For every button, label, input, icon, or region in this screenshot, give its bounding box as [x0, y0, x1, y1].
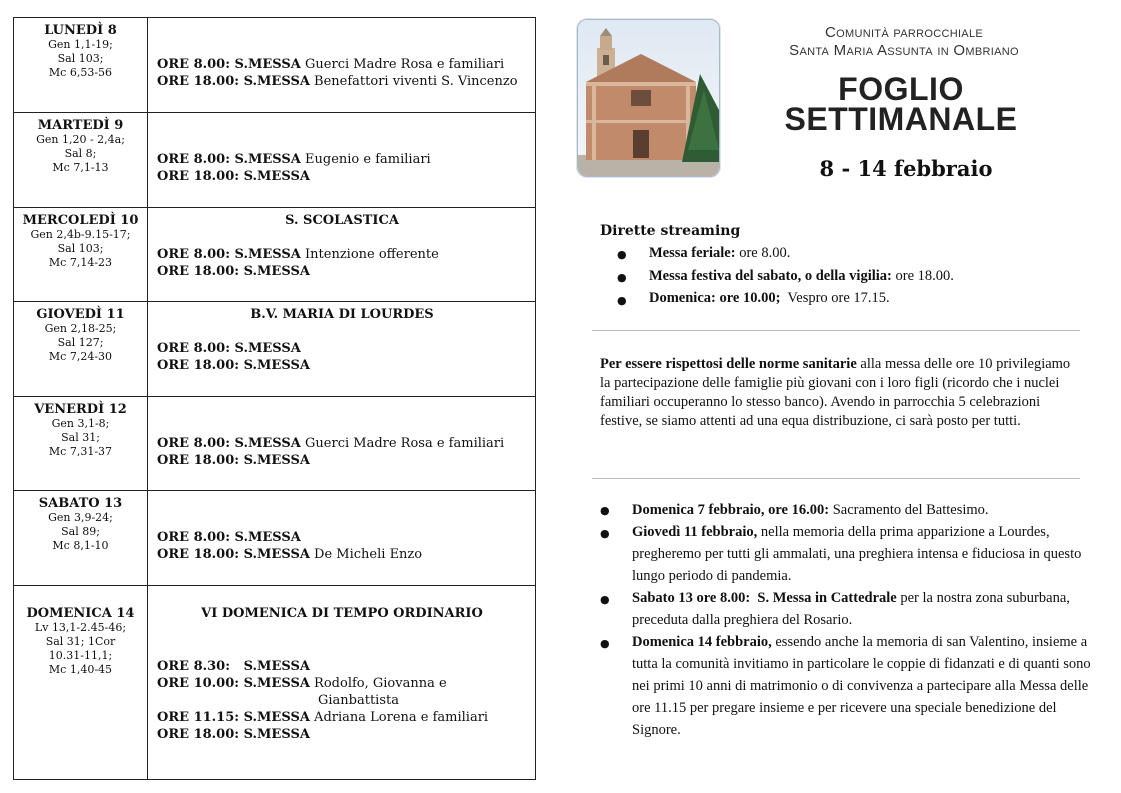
reading: Sal 103;: [57, 242, 104, 255]
parish-name-line1: Comunità parrocchiale: [825, 24, 983, 41]
date-range: 8 - 14 febbraio: [819, 156, 993, 181]
mass-line: ORE 8.00: S.MESSA Intenzione offerente: [157, 247, 439, 262]
news-item: Giovedì 11 febbraio, nella memoria della prima apparizione a Lourdes, pregheremo per tutti gli ammalati, una preghiera intensa e fiduciosa in questo lungo periodo di pandemia.: [632, 524, 1082, 584]
reading: Mc 8,1-10: [52, 539, 109, 552]
schedule-row-venerdi: [14, 396, 535, 490]
reading: Lv 13,1-2.45-46;: [34, 621, 127, 634]
schedule-row-giovedi: [14, 301, 535, 396]
mass-line: ORE 18.00: S.MESSA De Micheli Enzo: [157, 547, 423, 562]
reading: Mc 7,14-23: [48, 256, 113, 269]
mass-cell: [149, 113, 535, 207]
church-illustration: [578, 20, 719, 176]
day-cell: [14, 586, 148, 779]
reading: Gen 1,20 - 2,4a;: [36, 133, 125, 146]
day-name: VENERDÌ 12: [34, 402, 127, 417]
reading: Gen 1,1-19;: [48, 38, 113, 51]
mass-line: ORE 18.00: S.MESSA: [157, 453, 310, 468]
mass-line: ORE 8.00: S.MESSA: [157, 341, 301, 356]
mass-line: Gianbattista: [318, 693, 399, 708]
reading: Mc 1,40-45: [48, 663, 113, 676]
parish-name-line2: Santa Maria Assunta in Ombriano: [789, 42, 1019, 59]
schedule-row-martedi: [14, 112, 535, 207]
mass-cell: [149, 397, 535, 490]
reading: Gen 3,1-8;: [51, 417, 110, 430]
divider: [592, 330, 1080, 331]
day-name: DOMENICA 14: [26, 606, 135, 621]
divider: [592, 478, 1080, 479]
day-cell: [14, 302, 148, 396]
news-item: Domenica 14 febbraio, essendo anche la memoria di san Valentino, insieme a tutta la comunità invitiamo in particolare le coppie di fidanzati e di quanti sono nei primi 10 anni di matrimonio o di convivenza a partecipare alla Messa delle ore 11.15 per pregare insieme e per ricevere una speciale benedizione del Signore.: [632, 634, 1091, 738]
mass-line: ORE 8.00: S.MESSA: [157, 530, 301, 545]
mass-line: ORE 8.00: S.MESSA Eugenio e familiari: [157, 152, 431, 167]
schedule-row-mercoledi: [14, 207, 535, 301]
bullet-icon: ●: [600, 637, 610, 650]
reading: Sal 8;: [64, 147, 97, 160]
mass-line: ORE 18.00: S.MESSA Benefattori viventi S. Vincenzo: [157, 74, 518, 89]
schedule-row-lunedi: [14, 18, 535, 112]
day-cell: [14, 18, 148, 112]
day-cell: [14, 397, 148, 490]
day-cell: [14, 491, 148, 585]
mass-line: ORE 8.00: S.MESSA Guerci Madre Rosa e familiari: [157, 57, 505, 72]
schedule-row-domenica: [14, 585, 535, 779]
schedule-row-sabato: [14, 490, 535, 585]
reading: Sal 89;: [61, 525, 100, 538]
bullet-icon: ●: [617, 248, 627, 261]
reading: Sal 31; 1Cor: [45, 635, 116, 648]
bullet-icon: ●: [617, 294, 627, 307]
day-name: GIOVEDÌ 11: [36, 307, 125, 322]
mass-cell: [149, 302, 535, 396]
bullet-icon: ●: [600, 527, 610, 540]
feast-title: B.V. MARIA DI LOURDES: [250, 307, 434, 322]
sanitary-rules-paragraph: Per essere rispettosi delle norme sanitarie alla messa delle ore 10 privilegiamo la partecipazione delle famiglie più giovani con i loro figli (ricordo che i nuclei familiari occuperanno lo stesso banco). Avendo in parrocchia 5 celebrazioni festive, se siamo attenti ad una equa distribuzione, ci sarà posto per tutti.: [600, 356, 1071, 429]
newsletter-title-line1: FOGLIO: [838, 71, 964, 107]
mass-line: ORE 18.00: S.MESSA: [157, 264, 310, 279]
news-item: Domenica 7 febbraio, ore 16.00: Sacramento del Battesimo.: [632, 502, 989, 518]
mass-line: ORE 18.00: S.MESSA: [157, 358, 310, 373]
day-cell: [14, 208, 148, 301]
streaming-title: Dirette streaming: [600, 223, 741, 239]
reading: Mc 7,24-30: [48, 350, 113, 363]
reading: Sal 31;: [61, 431, 100, 444]
church-photo: [577, 19, 720, 177]
reading: Sal 103;: [57, 52, 104, 65]
newsletter-title-line2: SETTIMANALE: [784, 101, 1018, 137]
reading: Gen 2,18-25;: [44, 322, 117, 335]
day-name: LUNEDÌ 8: [44, 23, 117, 38]
reading: Mc 7,31-37: [48, 445, 113, 458]
reading: 10.31-11,1;: [48, 649, 113, 662]
reading: Sal 127;: [57, 336, 104, 349]
mass-line: ORE 18.00: S.MESSA: [157, 169, 310, 184]
mass-line: ORE 11.15: S.MESSA Adriana Lorena e familiari: [157, 710, 489, 725]
feast-title: S. SCOLASTICA: [285, 213, 399, 228]
mass-line: ORE 18.00: S.MESSA: [157, 727, 310, 742]
streaming-item: Messa feriale: ore 8.00.: [649, 245, 791, 261]
mass-line: ORE 8.00: S.MESSA Guerci Madre Rosa e familiari: [157, 436, 505, 451]
weekly-schedule-table: [13, 17, 536, 780]
mass-cell: [149, 18, 535, 112]
day-name: SABATO 13: [38, 496, 123, 511]
streaming-item: Messa festiva del sabato, o della vigilia: ore 18.00.: [649, 268, 954, 284]
bullet-icon: ●: [617, 271, 627, 284]
news-item: Sabato 13 ore 8.00: S. Messa in Cattedrale per la nostra zona suburbana, preceduta dalla preghiera del Rosario.: [632, 590, 1074, 628]
reading: Mc 7,1-13: [52, 161, 109, 174]
bullet-icon: ●: [600, 504, 610, 517]
reading: Mc 6,53-56: [48, 66, 113, 79]
reading: Gen 3,9-24;: [48, 511, 113, 524]
streaming-item: Domenica: ore 10.00; Vespro ore 17.15.: [649, 290, 890, 306]
mass-cell: [149, 208, 535, 301]
day-name: MERCOLEDÌ 10: [22, 213, 139, 228]
mass-cell: [149, 586, 535, 779]
day-cell: [14, 113, 148, 207]
day-name: MARTEDÌ 9: [37, 118, 124, 133]
feast-title: VI DOMENICA DI TEMPO ORDINARIO: [201, 606, 483, 621]
mass-cell: [149, 491, 535, 585]
reading: Gen 2,4b-9.15-17;: [30, 228, 131, 241]
mass-line: ORE 8.30: S.MESSA: [157, 659, 310, 674]
bullet-icon: ●: [600, 593, 610, 606]
mass-line: ORE 10.00: S.MESSA Rodolfo, Giovanna e: [157, 676, 447, 691]
